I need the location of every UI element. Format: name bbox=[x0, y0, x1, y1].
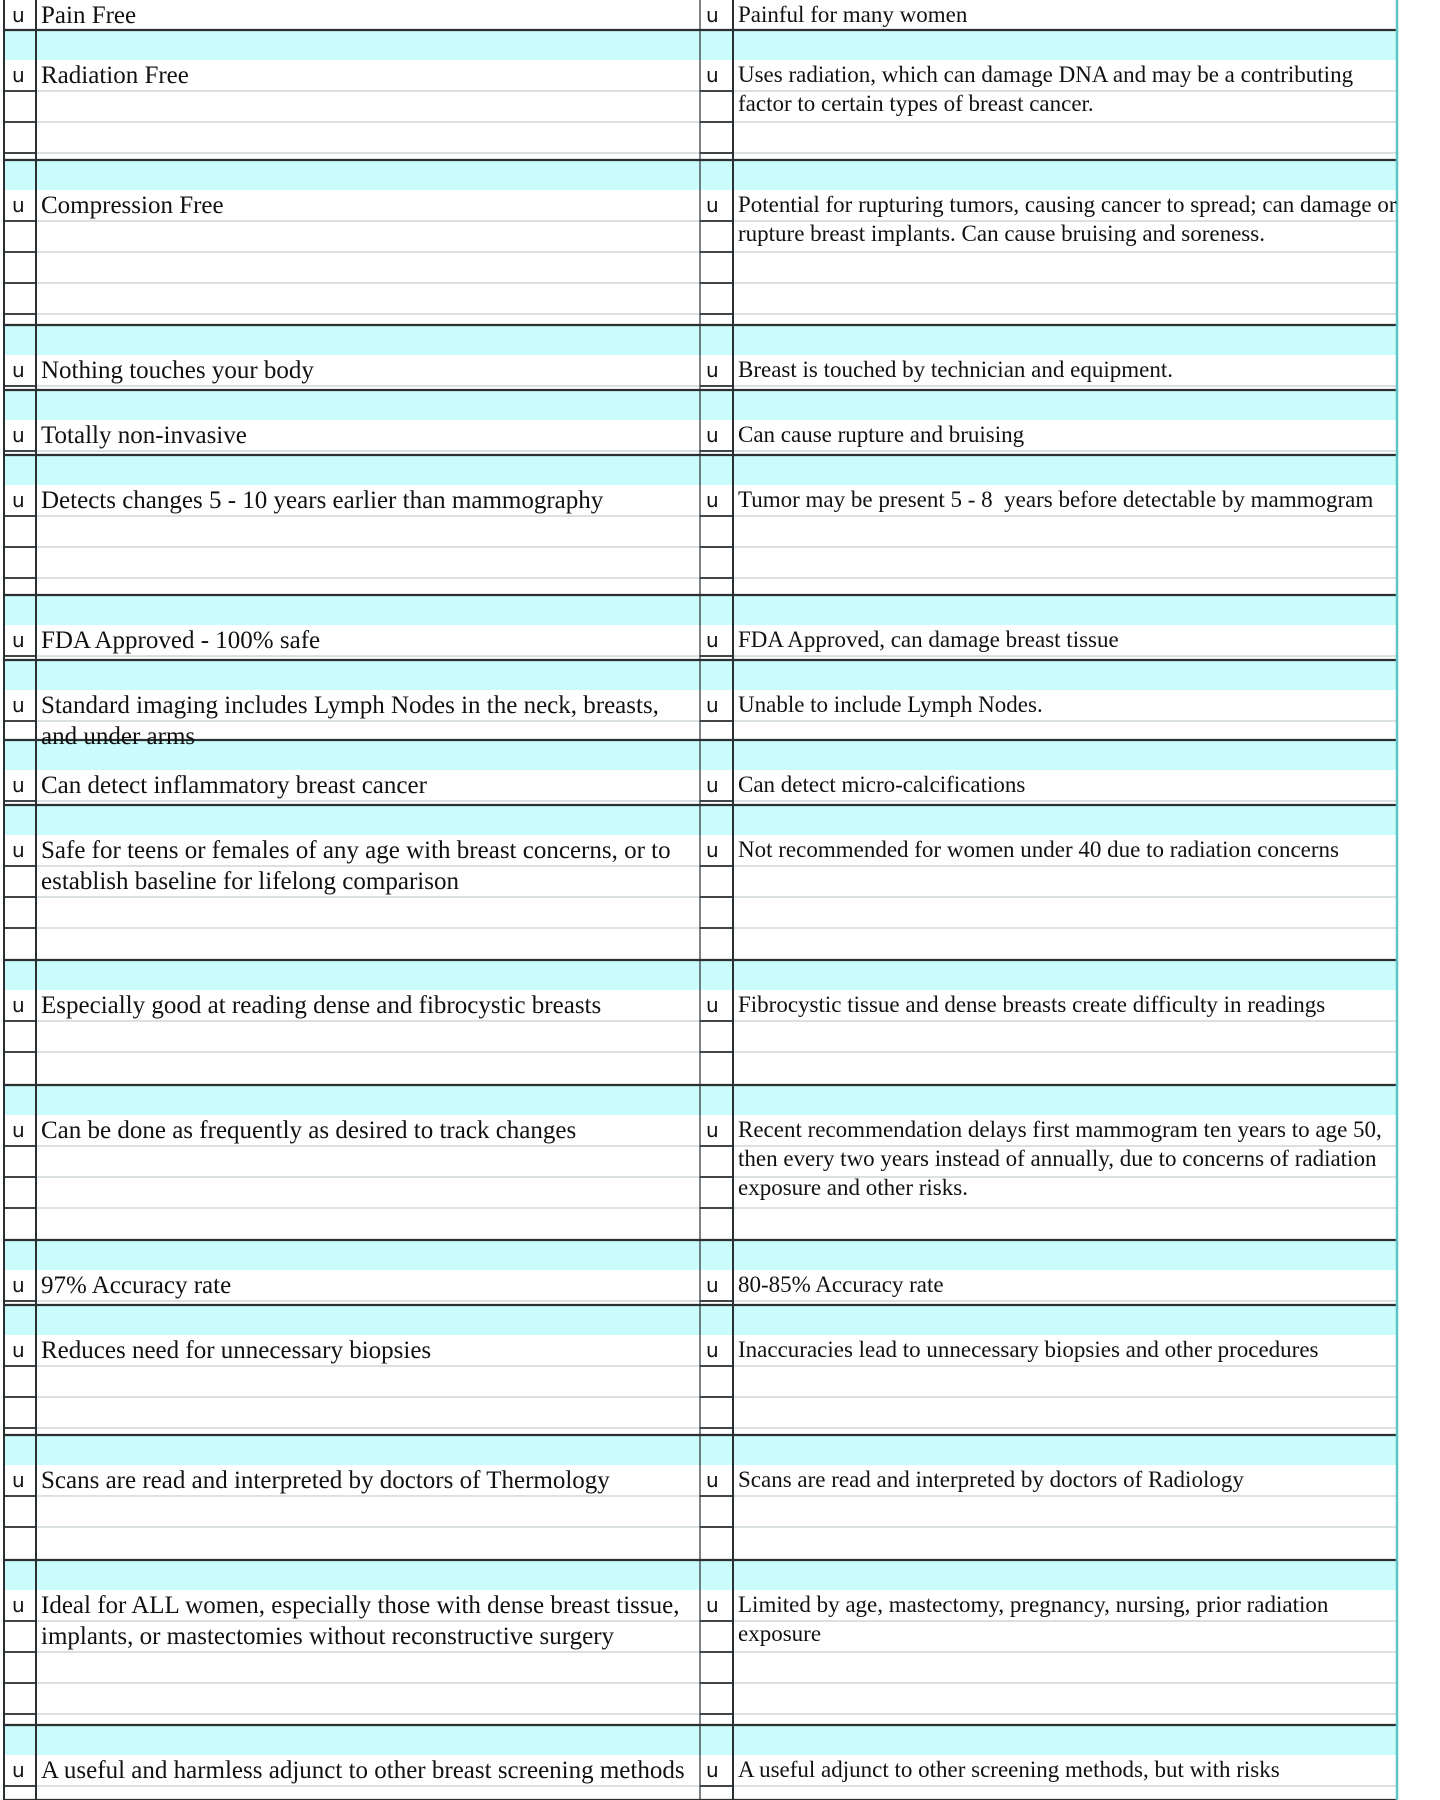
right-bullet: u bbox=[706, 1593, 719, 1617]
comparison-row bbox=[0, 690, 1440, 770]
left-bullet: u bbox=[12, 1118, 25, 1142]
mammography-drawback: Recent recommendation delays first mammogram ten years to age 50, then every two years instead of annually, due to concerns of radiation exposure and other risks. bbox=[738, 1117, 1382, 1200]
mammography-drawback: Not recommended for women under 40 due to radiation concerns bbox=[738, 837, 1339, 862]
comparison-row bbox=[0, 355, 1440, 420]
left-bullet: u bbox=[12, 358, 25, 382]
mammography-drawback: A useful adjunct to other screening methods, but with risks bbox=[738, 1757, 1280, 1782]
comparison-row bbox=[0, 485, 1440, 625]
comparison-row bbox=[0, 990, 1440, 1115]
comparison-row bbox=[0, 420, 1440, 485]
mammography-drawback: Painful for many women bbox=[738, 2, 968, 27]
left-bullet: u bbox=[12, 1593, 25, 1617]
comparison-row bbox=[0, 1755, 1440, 1800]
comparison-row bbox=[0, 770, 1440, 835]
thermography-benefit: A useful and harmless adjunct to other breast screening methods bbox=[41, 1757, 685, 1784]
comparison-row bbox=[0, 60, 1440, 190]
comparison-row bbox=[0, 1465, 1440, 1590]
mammography-drawback: FDA Approved, can damage breast tissue bbox=[738, 627, 1119, 652]
thermography-benefit: Standard imaging includes Lymph Nodes in the neck, breasts, and under arms bbox=[41, 692, 659, 750]
comparison-row bbox=[0, 1115, 1440, 1270]
right-bullet: u bbox=[706, 3, 719, 27]
comparison-row bbox=[0, 625, 1440, 690]
mammography-drawback: Limited by age, mastectomy, pregnancy, nursing, prior radiation exposure bbox=[738, 1592, 1329, 1646]
comparison-row bbox=[0, 0, 1440, 60]
left-bullet: u bbox=[12, 838, 25, 862]
mammography-drawback: Fibrocystic tissue and dense breasts create difficulty in readings bbox=[738, 992, 1326, 1017]
mammography-drawback: Inaccuracies lead to unnecessary biopsies and other procedures bbox=[738, 1337, 1319, 1362]
comparison-row bbox=[0, 190, 1440, 355]
mammography-drawback: Can detect micro-calcifications bbox=[738, 772, 1026, 797]
left-bullet: u bbox=[12, 1468, 25, 1492]
right-bullet: u bbox=[706, 628, 719, 652]
right-bullet: u bbox=[706, 1338, 719, 1362]
mammography-drawback: Potential for rupturing tumors, causing cancer to spread; can damage or rupture breast implants. Can cause bruising and soreness. bbox=[738, 192, 1397, 246]
left-bullet: u bbox=[12, 63, 25, 87]
thermography-benefit: Can be done as frequently as desired to track changes bbox=[41, 1117, 577, 1144]
mammography-drawback: Scans are read and interpreted by doctors of Radiology bbox=[738, 1467, 1244, 1492]
mammography-drawback: Tumor may be present 5 - 8 years before detectable by mammogram bbox=[738, 487, 1374, 512]
thermography-benefit: 97% Accuracy rate bbox=[41, 1272, 232, 1299]
right-bullet: u bbox=[706, 993, 719, 1017]
thermography-benefit: Ideal for ALL women, especially those with dense breast tissue, implants, or mastectomies without reconstructive surgery bbox=[41, 1592, 680, 1650]
right-bullet: u bbox=[706, 773, 719, 797]
mammography-drawback: Unable to include Lymph Nodes. bbox=[738, 692, 1043, 717]
comparison-row bbox=[0, 1590, 1440, 1755]
left-bullet: u bbox=[12, 693, 25, 717]
thermography-benefit: Pain Free bbox=[41, 2, 137, 29]
right-bullet: u bbox=[706, 838, 719, 862]
thermography-benefit: Totally non-invasive bbox=[41, 422, 247, 449]
thermography-benefit: Can detect inflammatory breast cancer bbox=[41, 772, 427, 799]
left-bullet: u bbox=[12, 3, 25, 27]
left-bullet: u bbox=[12, 993, 25, 1017]
comparison-row bbox=[0, 1335, 1440, 1465]
right-bullet: u bbox=[706, 1468, 719, 1492]
mammography-drawback: Can cause rupture and bruising bbox=[738, 422, 1025, 447]
right-bullet: u bbox=[706, 693, 719, 717]
thermography-benefit: Radiation Free bbox=[41, 62, 189, 89]
right-bullet: u bbox=[706, 1273, 719, 1297]
right-bullet: u bbox=[706, 488, 719, 512]
mammography-drawback: Uses radiation, which can damage DNA and may be a contributing factor to certain types of breast cancer. bbox=[738, 62, 1354, 116]
thermography-benefit: Safe for teens or females of any age with breast concerns, or to establish baseline for lifelong comparison bbox=[41, 837, 671, 895]
left-bullet: u bbox=[12, 1338, 25, 1362]
right-bullet: u bbox=[706, 63, 719, 87]
left-bullet: u bbox=[12, 628, 25, 652]
left-bullet: u bbox=[12, 423, 25, 447]
mammography-drawback: Breast is touched by technician and equipment. bbox=[738, 357, 1173, 382]
thermography-benefit: Compression Free bbox=[41, 192, 224, 219]
comparison-row bbox=[0, 835, 1440, 990]
thermography-benefit: FDA Approved - 100% safe bbox=[41, 627, 321, 654]
right-bullet: u bbox=[706, 358, 719, 382]
left-bullet: u bbox=[12, 1758, 25, 1782]
left-bullet: u bbox=[12, 773, 25, 797]
left-bullet: u bbox=[12, 1273, 25, 1297]
left-bullet: u bbox=[12, 193, 25, 217]
right-bullet: u bbox=[706, 1758, 719, 1782]
thermography-benefit: Especially good at reading dense and fibrocystic breasts bbox=[41, 992, 602, 1019]
thermography-benefit: Detects changes 5 - 10 years earlier than mammography bbox=[41, 487, 604, 514]
right-bullet: u bbox=[706, 193, 719, 217]
thermography-benefit: Nothing touches your body bbox=[41, 357, 314, 384]
thermography-benefit: Reduces need for unnecessary biopsies bbox=[41, 1337, 432, 1364]
mammography-drawback: 80-85% Accuracy rate bbox=[738, 1272, 944, 1297]
left-bullet: u bbox=[12, 488, 25, 512]
right-bullet: u bbox=[706, 1118, 719, 1142]
thermography-benefit: Scans are read and interpreted by doctors of Thermology bbox=[41, 1467, 610, 1494]
right-bullet: u bbox=[706, 423, 719, 447]
comparison-row bbox=[0, 1270, 1440, 1335]
